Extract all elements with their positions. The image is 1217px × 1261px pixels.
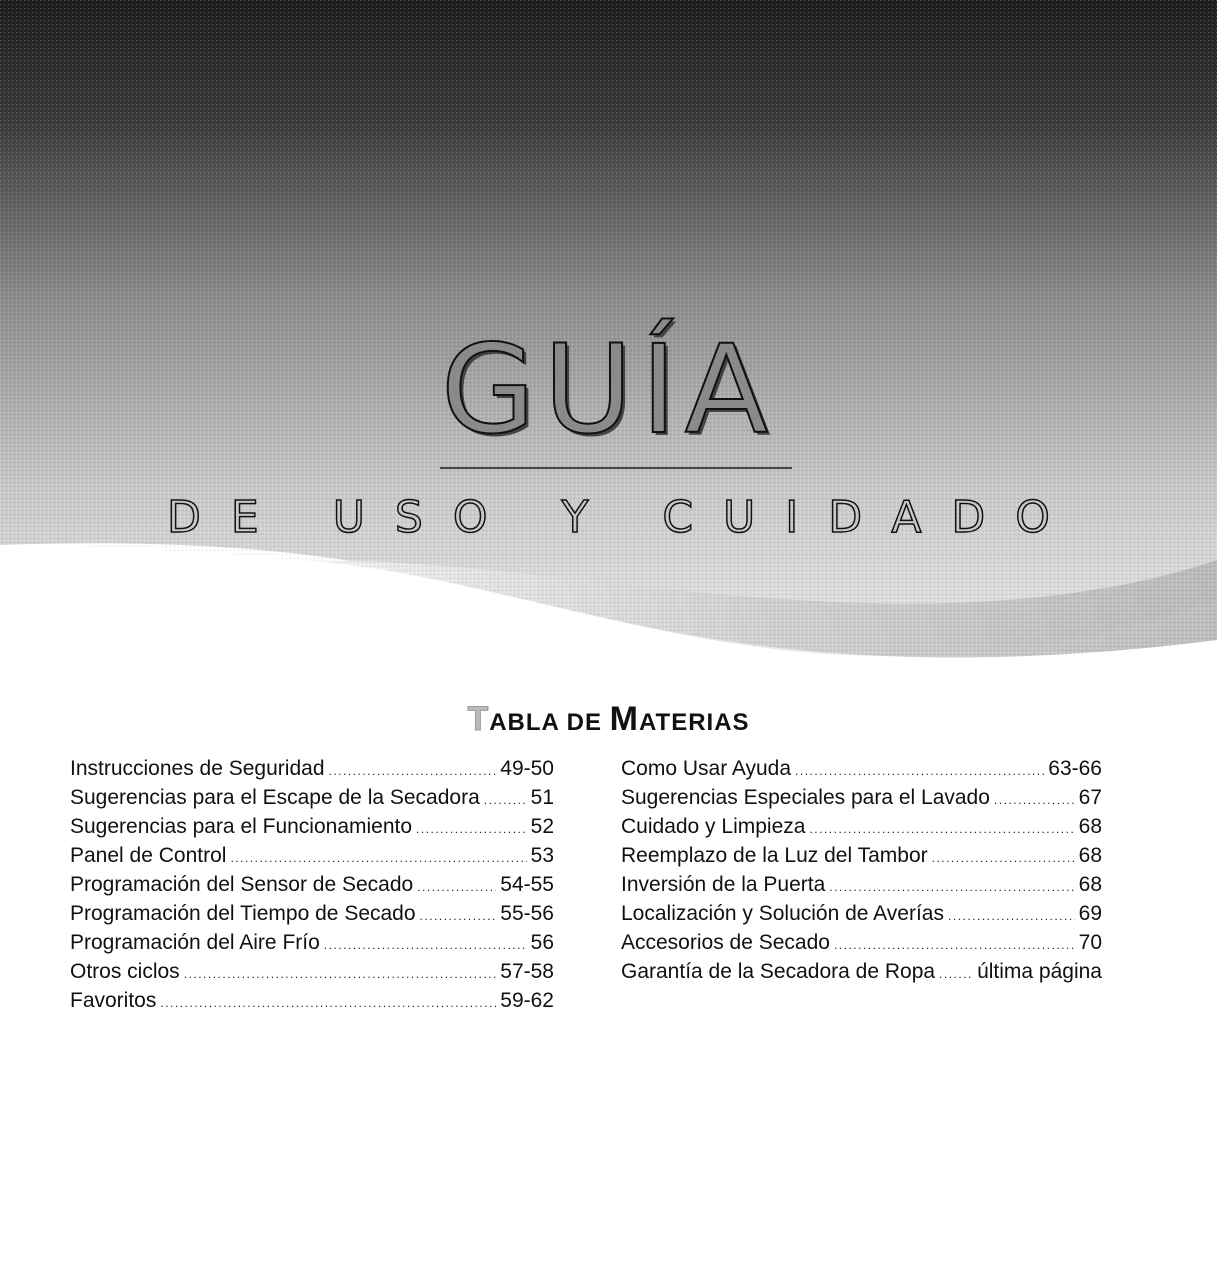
- cover-title: GUÍA: [440, 319, 777, 461]
- dot-leader: [994, 793, 1075, 807]
- dot-leader: [184, 967, 497, 981]
- toc-entry: [621, 815, 1102, 844]
- toc-entry: [621, 873, 1102, 902]
- toc-entry-page: 69: [1078, 902, 1102, 925]
- toc-entry-label: Localización y Solución de Averías: [621, 902, 944, 925]
- toc-entry-label: Sugerencias para el Funcionamiento: [70, 815, 413, 838]
- toc-entry-label: Como Usar Ayuda: [621, 757, 792, 780]
- toc-right-column: [621, 757, 1102, 989]
- toc-entry-label: Programación del Tiempo de Secado: [70, 902, 416, 925]
- toc-entry-label: Programación del Aire Frío: [70, 931, 320, 954]
- dot-leader: [324, 938, 527, 952]
- toc-entry: [70, 786, 554, 815]
- toc-left-column: [70, 757, 554, 1018]
- toc-heading-part2: ATERIAS: [639, 709, 750, 736]
- toc-entry-page: 51: [530, 786, 554, 809]
- toc-entry: [70, 960, 554, 989]
- toc-entry: [621, 931, 1102, 960]
- toc-entry: [70, 844, 554, 873]
- toc-entry: [621, 757, 1102, 786]
- toc-entry-page: 49-50: [500, 757, 554, 780]
- toc-entry: [70, 931, 554, 960]
- toc-entry-label: Inversión de la Puerta: [621, 873, 826, 896]
- toc-entry-label: Cuidado y Limpieza: [621, 815, 806, 838]
- toc-entry: [621, 844, 1102, 873]
- toc-entry: [621, 960, 1102, 989]
- toc-entry-label: Instrucciones de Seguridad: [70, 757, 325, 780]
- toc-entry: [70, 989, 554, 1018]
- toc-entry-page: 56: [530, 931, 554, 954]
- toc-entry-page: última página: [977, 960, 1102, 983]
- toc-entry-page: 68: [1078, 844, 1102, 867]
- title-divider: [440, 467, 792, 469]
- toc-entry: [70, 757, 554, 786]
- cover-subtitle: DE USO Y CUIDADO: [167, 492, 1080, 543]
- toc-heading-part1: ABLA DE: [489, 709, 610, 736]
- dot-leader: [939, 967, 973, 981]
- toc-entry-label: Programación del Sensor de Secado: [70, 873, 414, 896]
- toc-entry: [70, 873, 554, 902]
- toc-entry-page: 57-58: [500, 960, 554, 983]
- toc-entry-page: 70: [1078, 931, 1102, 954]
- toc-entry-page: 68: [1078, 815, 1102, 838]
- dot-leader: [795, 764, 1044, 778]
- dot-leader: [948, 909, 1075, 923]
- dot-leader: [417, 880, 496, 894]
- toc-entry-page: 54-55: [500, 873, 554, 896]
- toc-entry-label: Accesorios de Secado: [621, 931, 830, 954]
- dot-leader: [416, 822, 527, 836]
- dot-leader: [932, 851, 1075, 865]
- toc-entry: [621, 786, 1102, 815]
- dot-leader: [329, 764, 497, 778]
- dot-leader: [829, 880, 1074, 894]
- cover-title-wrap: [0, 320, 1217, 460]
- toc-entry-label: Sugerencias para el Escape de la Secadora: [70, 786, 480, 809]
- toc-entry-page: 53: [530, 844, 554, 867]
- toc-entry-page: 55-56: [500, 902, 554, 925]
- dot-leader: [420, 909, 497, 923]
- dot-leader: [484, 793, 527, 807]
- toc-entry-label: Favoritos: [70, 989, 157, 1012]
- toc-entry: [621, 902, 1102, 931]
- dot-leader: [834, 938, 1075, 952]
- toc-entry-page: 59-62: [500, 989, 554, 1012]
- dot-leader: [230, 851, 526, 865]
- dot-leader: [160, 996, 496, 1010]
- toc-entry-label: Otros ciclos: [70, 960, 180, 983]
- dot-leader: [809, 822, 1074, 836]
- toc-entry: [70, 815, 554, 844]
- toc-heading-initial-2: M: [609, 700, 639, 738]
- toc-entry: [70, 902, 554, 931]
- toc-heading-initial: T: [467, 700, 490, 738]
- toc-entry-label: Garantía de la Secadora de Ropa: [621, 960, 936, 983]
- toc-entry-page: 52: [530, 815, 554, 838]
- toc-entry-page: 63-66: [1048, 757, 1102, 780]
- toc-entry-label: Sugerencias Especiales para el Lavado: [621, 786, 990, 809]
- toc-entry-label: Panel de Control: [70, 844, 227, 867]
- toc-entry-label: Reemplazo de la Luz del Tambor: [621, 844, 928, 867]
- toc-heading: [0, 700, 1217, 739]
- toc-entry-page: 68: [1078, 873, 1102, 896]
- toc-entry-page: 67: [1078, 786, 1102, 809]
